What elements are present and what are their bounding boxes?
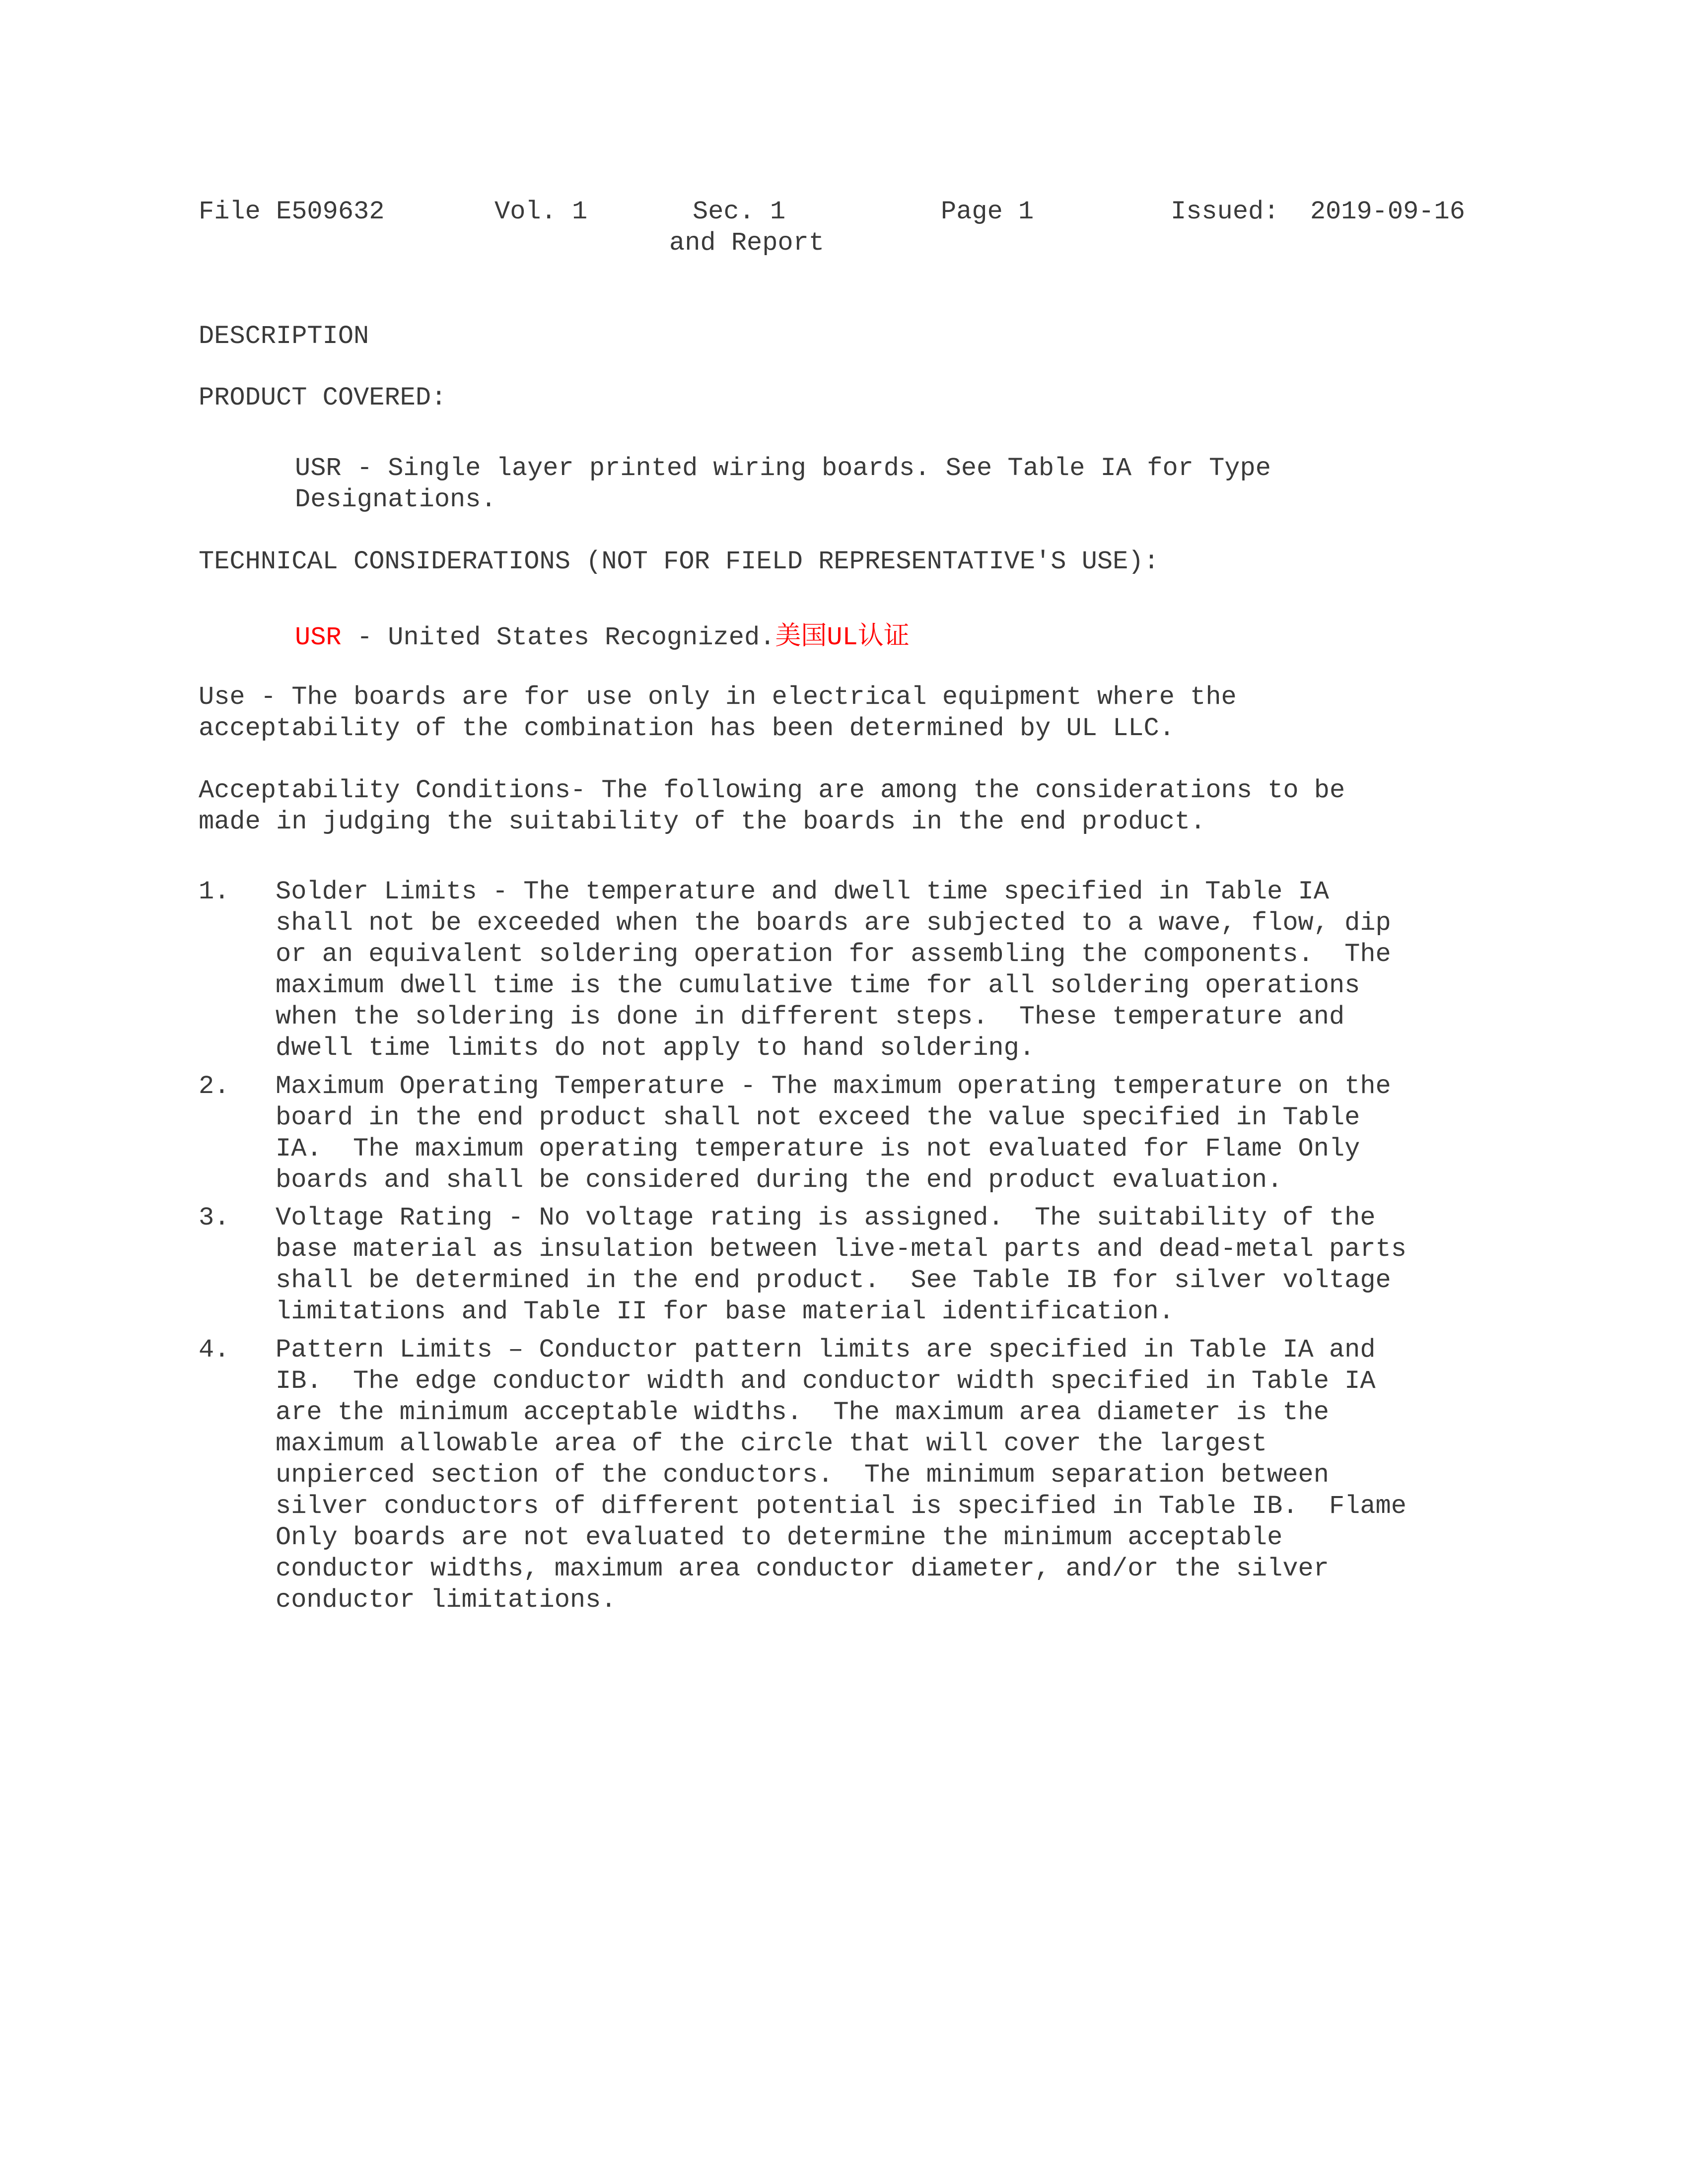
condition-2-line-3: IA. The maximum operating temperature is not evaluated for Flame Only — [276, 1134, 1360, 1163]
acceptability-line-1: Acceptability Conditions- The following are among the considerations to be — [199, 776, 1345, 805]
product-covered-heading: PRODUCT COVERED: — [199, 383, 447, 412]
condition-1-line-5: when the soldering is done in different steps. These temperature and — [276, 1002, 1345, 1031]
condition-1-line-6: dwell time limits do not apply to hand soldering. — [276, 1033, 1035, 1063]
condition-4-line-3: are the minimum acceptable widths. The maximum area diameter is the — [276, 1398, 1329, 1427]
condition-2-line-2: board in the end product shall not exceed the value specified in Table — [276, 1103, 1360, 1132]
condition-1-line-3: or an equivalent soldering operation for assembling the components. The — [276, 940, 1391, 969]
use-line-2: acceptability of the combination has been determined by UL LLC. — [199, 714, 1175, 743]
condition-1-line-2: shall not be exceeded when the boards are subjected to a wave, flow, dip — [276, 908, 1391, 938]
condition-3-line-2: base material as insulation between live-metal parts and dead-metal parts — [276, 1234, 1407, 1264]
condition-2-line-1: Maximum Operating Temperature - The maximum operating temperature on the — [276, 1072, 1391, 1101]
condition-4-line-5: unpierced section of the conductors. The minimum separation between — [276, 1460, 1329, 1490]
condition-1-line-4: maximum dwell time is the cumulative time for all soldering operations — [276, 971, 1360, 1000]
acceptability-line-2: made in judging the suitability of the boards in the end product. — [199, 807, 1206, 836]
condition-3-line-1: Voltage Rating - No voltage rating is assigned. The suitability of the — [276, 1203, 1376, 1232]
condition-2-line-4: boards and shall be considered during the end product evaluation. — [276, 1165, 1283, 1195]
description-heading: DESCRIPTION — [199, 322, 369, 351]
condition-2-number: 2. — [199, 1072, 230, 1101]
condition-4-line-1: Pattern Limits – Conductor pattern limits are specified in Table IA and — [276, 1335, 1376, 1365]
use-line-1: Use - The boards are for use only in electrical equipment where the — [199, 682, 1237, 712]
technical-heading: TECHNICAL CONSIDERATIONS (NOT FOR FIELD REPRESENTATIVE'S USE): — [199, 547, 1159, 576]
usr-note-cn: 美国 — [775, 621, 827, 651]
usr-code: USR — [295, 623, 342, 652]
condition-4-number: 4. — [199, 1335, 230, 1365]
usr-note-cn2: 认证 — [857, 621, 910, 651]
header-page: Page 1 — [941, 197, 1034, 226]
usr-text: - United States Recognized. — [341, 623, 775, 652]
condition-3-number: 3. — [199, 1203, 230, 1232]
condition-4-line-8: conductor widths, maximum area conductor diameter, and/or the silver — [276, 1554, 1329, 1583]
condition-1-number: 1. — [199, 877, 230, 906]
product-covered-line-2: Designations. — [295, 485, 496, 514]
header-vol: Vol. 1 — [494, 197, 588, 226]
condition-4-line-9: conductor limitations. — [276, 1585, 617, 1615]
usr-note-ul: UL — [827, 623, 858, 652]
condition-4-line-6: silver conductors of different potential is specified in Table IB. Flame — [276, 1492, 1407, 1521]
usr-line — [295, 620, 910, 653]
header-file: File E509632 — [199, 197, 385, 226]
header-sec-sub: and Report — [669, 228, 825, 258]
condition-4-line-4: maximum allowable area of the circle that will cover the largest — [276, 1429, 1267, 1458]
condition-3-line-3: shall be determined in the end product. See Table IB for silver voltage — [276, 1266, 1391, 1295]
condition-1-line-1: Solder Limits - The temperature and dwell time specified in Table IA — [276, 877, 1329, 906]
header-sec: Sec. 1 — [693, 197, 786, 226]
condition-4-line-7: Only boards are not evaluated to determine the minimum acceptable — [276, 1523, 1283, 1552]
condition-4-line-2: IB. The edge conductor width and conductor width specified in Table IA — [276, 1366, 1376, 1396]
header-issued: Issued: 2019-09-16 — [1171, 197, 1465, 226]
product-covered-line-1: USR - Single layer printed wiring boards. See Table IA for Type — [295, 454, 1271, 483]
condition-3-line-4: limitations and Table II for base material identification. — [276, 1297, 1174, 1326]
